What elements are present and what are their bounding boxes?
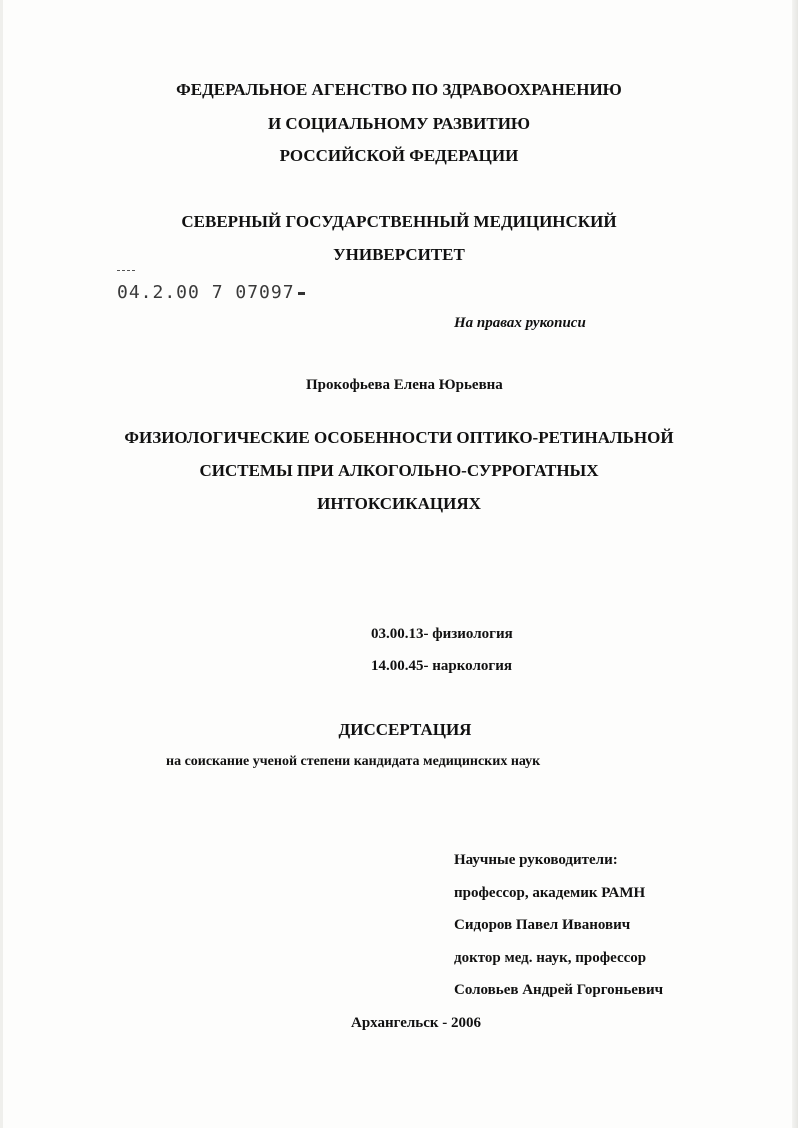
- stamp-mark: [117, 270, 135, 274]
- author-name: Прокофьева Елена Юрьевна: [306, 377, 503, 393]
- manuscript-note: На правах рукописи: [454, 315, 586, 331]
- stamp-number: 04.2.00 7 07097: [117, 282, 295, 303]
- organization-line-3: РОССИЙСКОЙ ФЕДЕРАЦИИ: [279, 146, 519, 165]
- degree-line: на соискание ученой степени кандидата медицинских наук: [166, 754, 541, 769]
- specialty-physiology: 03.00.13- физиология: [371, 626, 513, 642]
- specialty-narcology: 14.00.45- наркология: [371, 658, 512, 674]
- supervisor-line-1: профессор, академик РАМН: [454, 885, 646, 901]
- organization-line-2: И СОЦИАЛЬНОМУ РАЗВИТИЮ: [267, 114, 531, 133]
- title-line-3: ИНТОКСИКАЦИЯХ: [317, 494, 481, 513]
- title-line-1: ФИЗИОЛОГИЧЕСКИЕ ОСОБЕННОСТИ ОПТИКО-РЕТИНАЛЬНОЙ: [124, 428, 674, 447]
- supervisors-heading: Научные руководители:: [454, 852, 618, 868]
- stamp-dash: [298, 292, 305, 295]
- document-type: ДИССЕРТАЦИЯ: [338, 720, 472, 739]
- registration-stamp: [117, 282, 305, 303]
- supervisor-line-3: доктор мед. наук, профессор: [454, 950, 647, 966]
- page-edge-right: [792, 0, 798, 1128]
- university-line-1: СЕВЕРНЫЙ ГОСУДАРСТВЕННЫЙ МЕДИЦИНСКИЙ: [181, 212, 617, 231]
- place-year: Архангельск - 2006: [351, 1015, 482, 1031]
- page-edge-left: [0, 0, 3, 1128]
- supervisor-line-4: Соловьев Андрей Горгоньевич: [454, 982, 664, 998]
- title-line-2: СИСТЕМЫ ПРИ АЛКОГОЛЬНО-СУРРОГАТНЫХ: [199, 461, 599, 480]
- university-line-2: УНИВЕРСИТЕТ: [333, 245, 465, 264]
- organization-line-1: ФЕДЕРАЛЬНОЕ АГЕНСТВО ПО ЗДРАВООХРАНЕНИЮ: [176, 80, 622, 99]
- supervisor-line-2: Сидоров Павел Иванович: [454, 917, 631, 933]
